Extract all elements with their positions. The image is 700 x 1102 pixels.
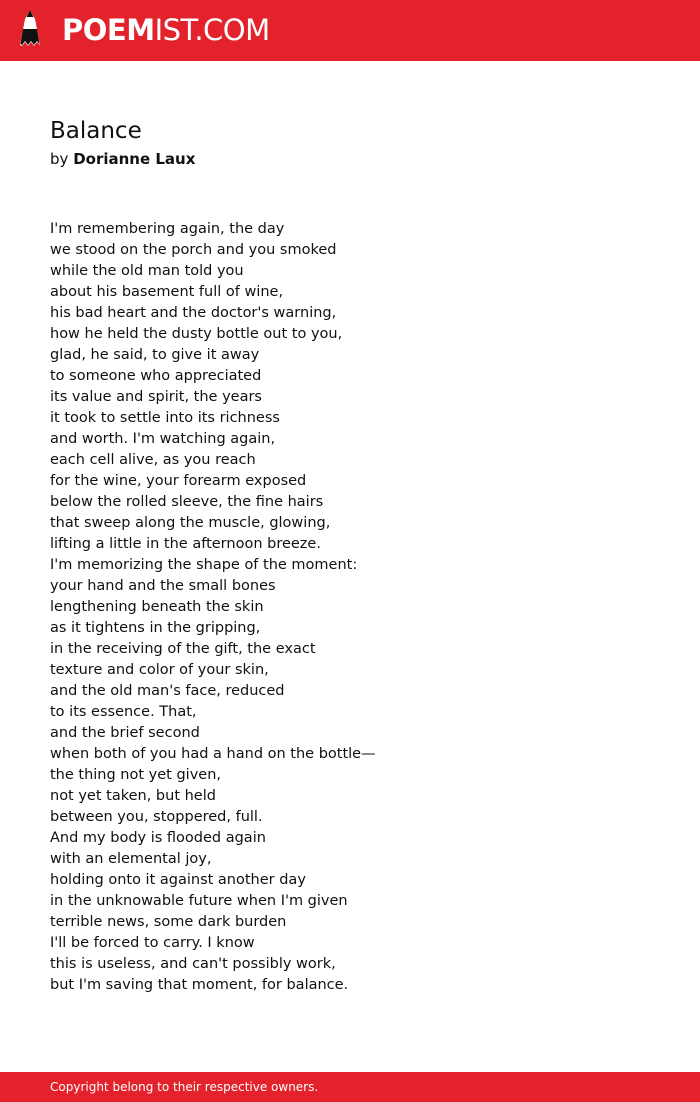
poem-line: but I'm saving that moment, for balance. — [50, 977, 349, 993]
poem-line: And my body is flooded again — [50, 830, 266, 846]
poem-line: lifting a little in the afternoon breeze. — [50, 536, 321, 552]
by-label: by — [50, 150, 69, 168]
poem-line: we stood on the porch and you smoked — [50, 242, 337, 258]
poem-line: for the wine, your forearm exposed — [50, 473, 307, 489]
pen-nib-icon — [18, 9, 42, 51]
site-footer — [0, 1072, 700, 1102]
poem-line: lengthening beneath the skin — [50, 599, 264, 615]
poem-line: glad, he said, to give it away — [50, 347, 260, 363]
poem-line: I'm memorizing the shape of the moment: — [50, 557, 358, 573]
logo-bold-text: POEM — [62, 13, 155, 47]
poem-line: when both of you had a hand on the bottle— — [50, 746, 376, 762]
poem-line: while the old man told you — [50, 263, 244, 279]
poem-line: that sweep along the muscle, glowing, — [50, 515, 331, 531]
poem-line: below the rolled sleeve, the fine hairs — [50, 494, 324, 510]
poem-line: your hand and the small bones — [50, 578, 276, 594]
poem-line: with an elemental joy, — [50, 851, 212, 867]
byline — [50, 149, 195, 169]
site-header — [0, 0, 700, 61]
poem-title: Balance — [50, 118, 142, 144]
poem-line: and the brief second — [50, 725, 200, 741]
poem-line: this is useless, and can't possibly work, — [50, 956, 336, 972]
poem-line: between you, stoppered, full. — [50, 809, 263, 825]
poem-line: to its essence. That, — [50, 704, 197, 720]
poem-line: texture and color of your skin, — [50, 662, 269, 678]
poem-line: each cell alive, as you reach — [50, 452, 256, 468]
poem-line: about his basement full of wine, — [50, 284, 284, 300]
poem-line: in the unknowable future when I'm given — [50, 893, 348, 909]
poem-line: its value and spirit, the years — [50, 389, 262, 405]
poem-line: his bad heart and the doctor's warning, — [50, 305, 337, 321]
copyright-text: Copyright belong to their respective owners. — [50, 1080, 319, 1094]
poem-line: holding onto it against another day — [50, 872, 306, 888]
poem-line: and the old man's face, reduced — [50, 683, 285, 699]
poem-line: I'll be forced to carry. I know — [50, 935, 255, 951]
poem-line: as it tightens in the gripping, — [50, 620, 261, 636]
poem-line: it took to settle into its richness — [50, 410, 280, 426]
poem-body — [50, 219, 376, 996]
logo-light-text: IST.COM — [154, 13, 270, 47]
site-logo[interactable] — [62, 12, 270, 48]
author-name: Dorianne Laux — [73, 150, 196, 168]
poem-line: not yet taken, but held — [50, 788, 216, 804]
poem-line: the thing not yet given, — [50, 767, 221, 783]
poem-line: to someone who appreciated — [50, 368, 262, 384]
poem-line: in the receiving of the gift, the exact — [50, 641, 316, 657]
poem-line: how he held the dusty bottle out to you, — [50, 326, 343, 342]
poem-line: and worth. I'm watching again, — [50, 431, 276, 447]
poem-line: I'm remembering again, the day — [50, 221, 285, 237]
poem-line: terrible news, some dark burden — [50, 914, 287, 930]
